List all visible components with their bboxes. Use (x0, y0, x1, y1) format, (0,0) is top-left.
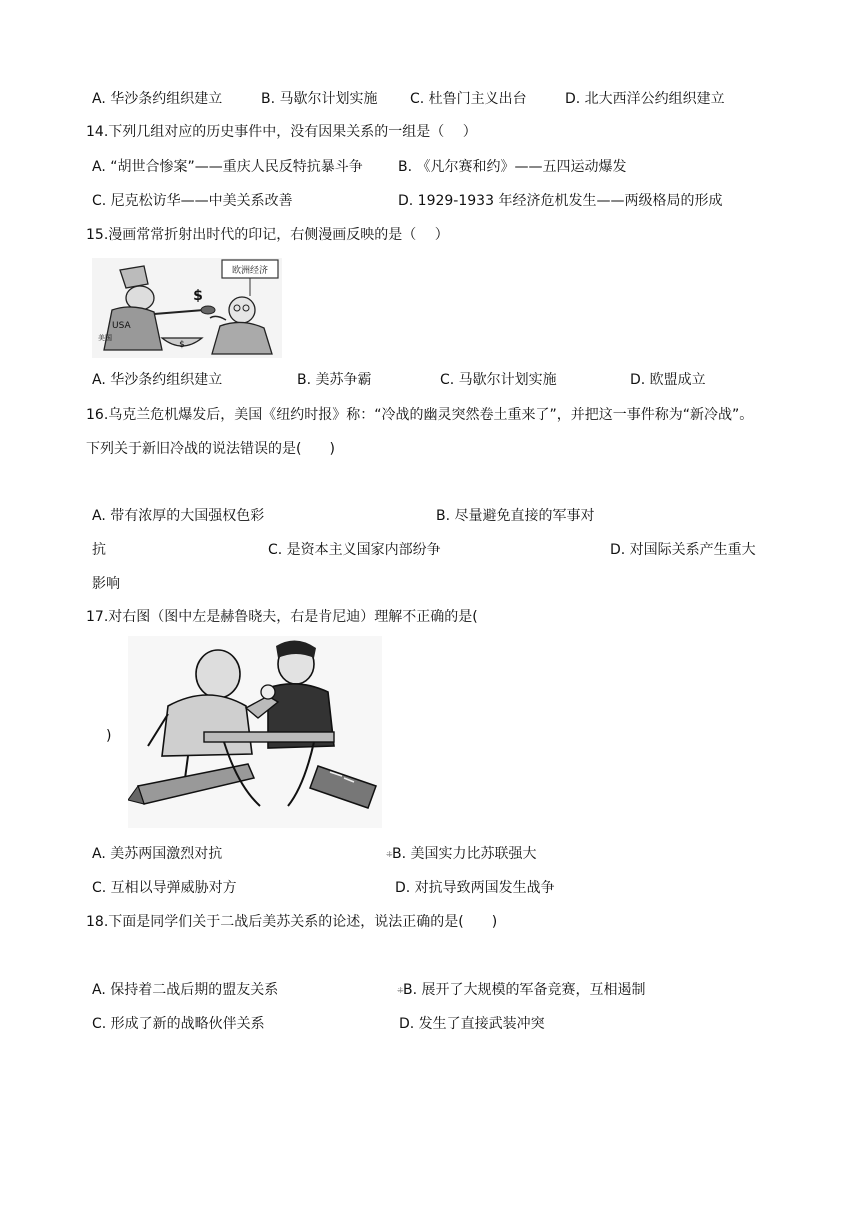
q14-option-c: C. 尼克松访华——中美关系改善 (92, 193, 293, 209)
q18-option-a: A. 保持着二战后期的盟友关系 (92, 982, 279, 998)
q16-option-b-continued: 抗 (92, 542, 106, 558)
q17-option-d: D. 对抗导致两国发生战争 (395, 880, 555, 896)
q18-option-b: B. 展开了大规模的军备竞赛，互相遏制 (403, 982, 646, 998)
q16-option-c: C. 是资本主义国家内部纷争 (268, 542, 441, 558)
q13-option-a: A. 华沙条约组织建立 (92, 91, 223, 107)
q13-option-b: B. 马歇尔计划实施 (261, 91, 378, 107)
q15-option-c: C. 马歇尔计划实施 (440, 372, 557, 388)
q17-stem: 17.对右图（图中左是赫鲁晓夫，右是肯尼迪）理解不正确的是( (86, 609, 478, 625)
anchor-mark: ⁜ (397, 986, 404, 995)
q16-option-d: D. 对国际关系产生重大 (610, 542, 756, 558)
q15-stem: 15.漫画常常折射出时代的印记，右侧漫画反映的是（ ） (86, 227, 449, 243)
q15-cartoon-dollar-symbol: $ (193, 288, 203, 304)
q15-cartoon-bowl-dollar: $ (179, 340, 185, 350)
q15-cartoon-us-label: 美国 (98, 334, 112, 342)
anchor-mark: ⁜ (386, 850, 393, 859)
q18-option-c: C. 形成了新的战略伙伴关系 (92, 1016, 265, 1032)
q15-option-d: D. 欧盟成立 (630, 372, 706, 388)
q15-option-a: A. 华沙条约组织建立 (92, 372, 223, 388)
q17-stem-close: ) (106, 728, 112, 744)
q16-option-d-continued: 影响 (92, 576, 120, 592)
q16-option-a: A. 带有浓厚的大国强权色彩 (92, 508, 265, 524)
q17-cartoon-image (128, 636, 382, 828)
q17-option-c: C. 互相以导弹威胁对方 (92, 880, 237, 896)
q13-option-d: D. 北大西洋公约组织建立 (565, 91, 725, 107)
q16-stem-line1: 16.乌克兰危机爆发后，美国《纽约时报》称：“冷战的幽灵突然卷土重来了”，并把这一事件称为“新冷战”。 (86, 407, 754, 423)
q16-stem-line2: 下列关于新旧冷战的说法错误的是( ) (86, 441, 335, 457)
q17-option-b: B. 美国实力比苏联强大 (392, 846, 537, 862)
q14-option-b: B. 《凡尔赛和约》——五四运动爆发 (398, 159, 627, 175)
q15-cartoon-image (92, 258, 282, 358)
q15-cartoon-usa-label: USA (112, 321, 131, 331)
q18-option-d: D. 发生了直接武装冲突 (399, 1016, 545, 1032)
q18-stem: 18.下面是同学们关于二战后美苏关系的论述，说法正确的是( ) (86, 914, 498, 930)
q16-option-b: B. 尽量避免直接的军事对 (436, 508, 595, 524)
q15-option-b: B. 美苏争霸 (297, 372, 372, 388)
q14-option-d: D. 1929-1933 年经济危机发生——两级格局的形成 (398, 193, 723, 209)
q13-option-c: C. 杜鲁门主义出台 (410, 91, 527, 107)
q14-stem: 14.下列几组对应的历史事件中，没有因果关系的一组是（ ） (86, 124, 477, 140)
q17-option-a: A. 美苏两国激烈对抗 (92, 846, 223, 862)
q14-option-a: A. “胡世合惨案”——重庆人民反特抗暴斗争 (92, 159, 363, 175)
q15-cartoon-sign: 欧洲经济 (231, 266, 269, 276)
